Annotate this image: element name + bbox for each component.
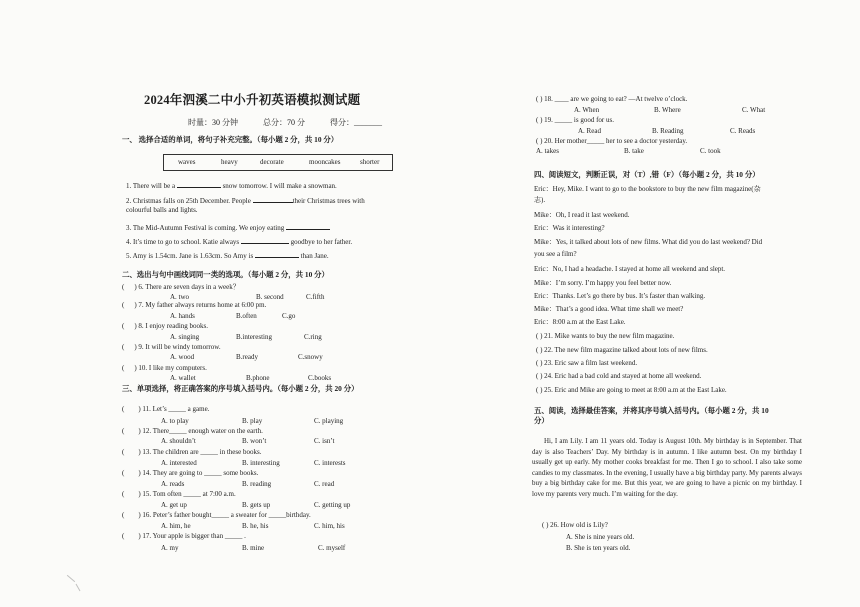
time-limit: 时量：30 分钟 bbox=[188, 118, 238, 127]
q12-option-a: A. shouldn’t bbox=[161, 437, 196, 445]
q20-option-c: C. took bbox=[700, 147, 721, 155]
q18-option-b: B. Where bbox=[654, 106, 681, 114]
q26: ( ) 26. How old is Lily? bbox=[542, 521, 608, 529]
q8-option-a: A. singing bbox=[170, 333, 200, 341]
word-bank-item: heavy bbox=[221, 158, 238, 166]
answer-blank[interactable] bbox=[177, 180, 221, 188]
q10: ( ) 10. I like my computers. bbox=[122, 364, 207, 372]
q17: ( ) 17. Your apple is bigger than _____ . bbox=[122, 532, 246, 540]
word-bank-item: waves bbox=[178, 158, 196, 166]
q11-option-b: B. play bbox=[242, 417, 263, 425]
dialogue-line: you see a film? bbox=[534, 250, 577, 258]
section-5-heading: 五、阅读，选择最佳答案，并将其序号填入括号内。（每小题 2 分，共 10 bbox=[534, 406, 769, 415]
scan-mark bbox=[67, 575, 75, 582]
question-3: 3. The Mid-Autumn Festival is coming. We enjoy eating bbox=[126, 222, 330, 233]
q19-option-c: C. Reads bbox=[730, 127, 756, 135]
section-4-heading: 四、阅读短文，判断正误，对（T）,错（F）（每小题 2 分，共 10 分） bbox=[534, 170, 760, 179]
q13-option-c: C. interests bbox=[314, 459, 346, 467]
page-title: 2024年泗溪二中小升初英语模拟测试题 bbox=[144, 93, 361, 107]
q16-option-a: A. him, he bbox=[161, 522, 191, 530]
score-field: 得分：_______ bbox=[330, 118, 382, 127]
q16: ( ) 16. Peter’s father bought_____ a sweater for _____birthday. bbox=[122, 511, 311, 519]
q19-option-b: B. Reading bbox=[652, 127, 684, 135]
q10-option-b: B.phone bbox=[246, 374, 270, 382]
q17-option-c: C. myself bbox=[318, 544, 346, 552]
word-bank-item: shorter bbox=[360, 158, 380, 166]
section-5-heading-cont: 分） bbox=[534, 416, 549, 425]
q26-option-b: B. She is ten years old. bbox=[566, 544, 631, 552]
q13: ( ) 13. The children are _____ in these books. bbox=[122, 448, 262, 456]
q14-option-c: C. read bbox=[314, 480, 335, 488]
q8-option-c: C.ring bbox=[304, 333, 322, 341]
section-1-heading: 一、 选择合适的单词，将句子补充完整。（每小题 2 分，共 10 分） bbox=[122, 135, 339, 144]
total-score: 总分：70 分 bbox=[263, 118, 305, 127]
dialogue-line: Mike：I’m sorry. I’m happy you feel better now. bbox=[534, 279, 672, 287]
dialogue-line: Eric：8:00 a.m at the East Lake. bbox=[534, 318, 626, 326]
judge-24: ( ) 24. Eric had a bad cold and stayed at home all weekend. bbox=[536, 372, 702, 380]
q26-option-a: A. She is nine years old. bbox=[566, 533, 635, 541]
q9-option-a: A. wood bbox=[170, 353, 195, 361]
q15-option-b: B. gets up bbox=[242, 501, 271, 509]
q16-option-b: B. he, his bbox=[242, 522, 269, 530]
q12-option-b: B. won’t bbox=[242, 437, 267, 445]
q13-option-b: B. interesting bbox=[242, 459, 280, 467]
question-2: 2. Christmas falls on 25th December. People their Christmas trees with bbox=[126, 197, 365, 205]
q9: ( ) 9. It will be windy tomorrow. bbox=[122, 343, 221, 351]
dialogue-line: Eric：Hey, Mike. I want to go to the bookstore to buy the new film magazine(杂 bbox=[534, 185, 761, 193]
q6-option-b: B. second bbox=[256, 293, 284, 301]
q12: ( ) 12. There_____ enough water on the earth. bbox=[122, 427, 263, 435]
q12-option-c: C. isn’t bbox=[314, 437, 335, 445]
q15-option-a: A. get up bbox=[161, 501, 187, 509]
q14-option-a: A. reads bbox=[161, 480, 185, 488]
answer-blank[interactable] bbox=[253, 195, 293, 203]
q20-option-b: B. take bbox=[624, 147, 644, 155]
q7-option-a: A. hands bbox=[170, 312, 195, 320]
word-bank-item: mooncakes bbox=[309, 158, 341, 166]
dialogue-line: 志). bbox=[534, 196, 546, 204]
q20: ( ) 20. Her mother_____ her to see a doctor yesterday. bbox=[536, 137, 688, 145]
word-bank bbox=[163, 154, 393, 171]
q18-option-c: C. What bbox=[742, 106, 766, 114]
dialogue-line: Mike：Oh, I read it last weekend. bbox=[534, 211, 630, 219]
q17-option-a: A. my bbox=[161, 544, 179, 552]
q6-option-a: A. two bbox=[170, 293, 190, 301]
judge-21: ( ) 21. Mike wants to buy the new film magazine. bbox=[536, 332, 675, 340]
question-4: 4. It’s time to go to school. Katie always goodbye to her father. bbox=[126, 238, 353, 246]
scan-mark bbox=[76, 584, 81, 591]
answer-blank[interactable] bbox=[255, 250, 299, 258]
dialogue-line: Mike：That’s a good idea. What time shall we meet? bbox=[534, 305, 684, 313]
judge-23: ( ) 23. Eric saw a film last weekend. bbox=[536, 359, 638, 367]
q8: ( ) 8. I enjoy reading books. bbox=[122, 322, 209, 330]
q15-option-c: C. getting up bbox=[314, 501, 351, 509]
judge-25: ( ) 25. Eric and Mike are going to meet at 8:00 a.m at the East Lake. bbox=[536, 386, 727, 394]
dialogue-line: Eric：Thanks. Let’s go there by bus. It’s faster than walking. bbox=[534, 292, 706, 300]
section-2-heading: 二、选出与句中画线词同一类的选项。（每小题 2 分，共 10 分） bbox=[122, 270, 329, 279]
dialogue-line: Mike：Yes, it talked about lots of new films. What did you do last weekend? Did bbox=[534, 238, 763, 246]
q11-option-a: A. to play bbox=[161, 417, 189, 425]
q18: ( ) 18. ____ are we going to eat? —At twelve o’clock. bbox=[536, 95, 688, 103]
q15: ( ) 15. Tom often _____ at 7:00 a.m. bbox=[122, 490, 236, 498]
reading-passage: Hi, I am Lily. I am 11 years old. Today is August 10th. My birthday is in September. That day is also Teachers’ Day. My birthday is in autumn. I like autumn best. On my birthday I usually get up early. My mother cooks breakfast for me. Then I go to school. I also take some candies to my classmates. In the evening, I usually have a big birthday party. My parents always buy a big birthday cake for me. But this year, we are going to have a picnic on my birthday. I love my parents very much. I’m waiting for the day. bbox=[532, 437, 802, 498]
q6: ( ) 6. There are seven days in a week？ bbox=[122, 283, 240, 291]
answer-blank[interactable] bbox=[241, 236, 289, 244]
section-3-heading: 三、单项选择，将正确答案的序号填入括号内。（每小题 2 分，共 20 分） bbox=[122, 384, 359, 393]
q7: ( ) 7. My father always returns home at 6:00 pm. bbox=[122, 301, 267, 309]
q19-option-a: A. Read bbox=[578, 127, 601, 135]
judge-22: ( ) 22. The new film magazine talked about lots of new films. bbox=[536, 346, 708, 354]
word-bank-item: decorate bbox=[260, 158, 284, 166]
question-5: 5. Amy is 1.54cm. Jane is 1.63cm. So Amy is than Jane. bbox=[126, 252, 329, 260]
q7-option-b: B.often bbox=[236, 312, 257, 320]
q8-option-b: B.interesting bbox=[236, 333, 272, 341]
question-1: 1. There will be a snow tomorrow. I will make a snowman. bbox=[126, 182, 337, 190]
q11-option-c: C. playing bbox=[314, 417, 344, 425]
question-2-cont: colourful balls and lights. bbox=[126, 206, 198, 214]
q10-option-a: A. wallet bbox=[170, 374, 196, 382]
q18-option-a: A. When bbox=[574, 106, 600, 114]
q9-option-b: B.ready bbox=[236, 353, 258, 361]
q14: ( ) 14. They are going to _____ some books. bbox=[122, 469, 259, 477]
q6-option-c: C.fifth bbox=[306, 293, 325, 301]
q19: ( ) 19. _____ is good for us. bbox=[536, 116, 614, 124]
q17-option-b: B. mine bbox=[242, 544, 265, 552]
q7-option-c: C.go bbox=[282, 312, 296, 320]
q9-option-c: C.snowy bbox=[298, 353, 323, 361]
q16-option-c: C. him, his bbox=[314, 522, 345, 530]
q11: ( ) 11. Let’s _____ a game. bbox=[122, 405, 210, 413]
q10-option-c: C.books bbox=[308, 374, 332, 382]
q13-option-a: A. interested bbox=[161, 459, 197, 467]
answer-blank[interactable] bbox=[286, 222, 330, 230]
q14-option-b: B. reading bbox=[242, 480, 272, 488]
dialogue-line: Eric：No, I had a headache. I stayed at home all weekend and slept. bbox=[534, 265, 726, 273]
dialogue-line: Eric：Was it interesting? bbox=[534, 224, 605, 232]
q20-option-a: A. takes bbox=[536, 147, 559, 155]
